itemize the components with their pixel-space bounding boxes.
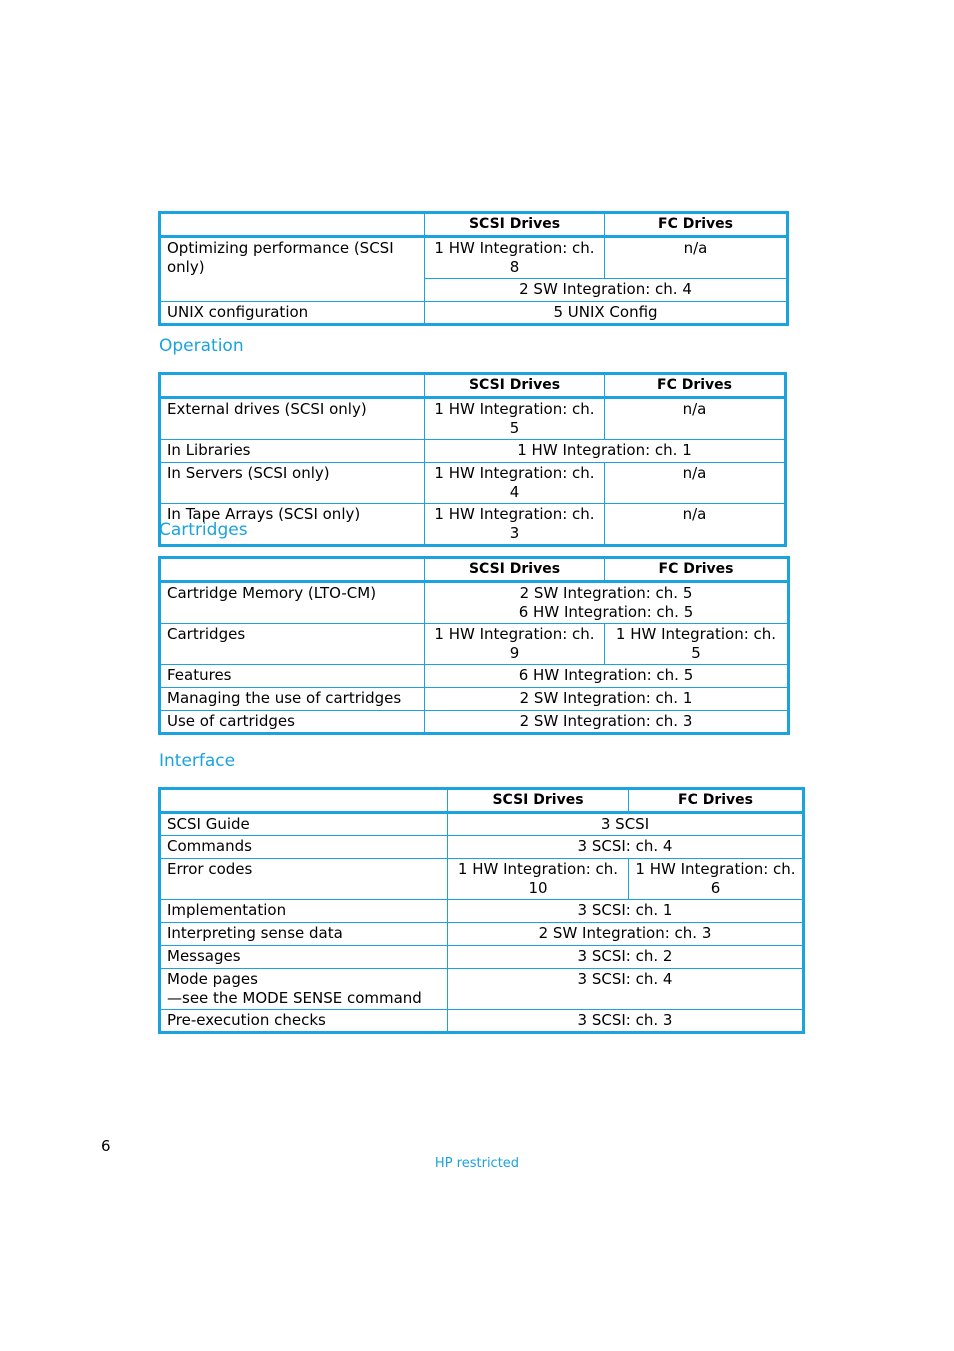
section-title-operation: Operation — [159, 336, 244, 356]
topic-line: Mode pages — [167, 970, 258, 988]
table-row — [160, 946, 804, 969]
topic-cell: Optimizing performance (SCSI only) — [160, 237, 425, 302]
topic-cell: Cartridge Memory (LTO-CM) — [160, 582, 425, 624]
scsi-cell: 1 HW Integration: ch. 5 — [425, 398, 605, 440]
topic-cell: UNIX configuration — [160, 302, 425, 325]
topic-cell: Commands — [160, 836, 448, 859]
table-row — [160, 1010, 804, 1033]
fc-cell: n/a — [605, 237, 788, 279]
scsi-cell — [448, 859, 629, 900]
shared-cell: 2 SW Integration: ch. 3 — [425, 711, 789, 734]
shared-cell: 1 HW Integration: ch. 1 — [425, 440, 786, 463]
topic-cell: In Libraries — [160, 440, 425, 463]
table-row — [160, 923, 804, 946]
table-row — [160, 398, 786, 440]
scsi-line: 1 HW Integration: ch. — [457, 860, 619, 878]
fc-line: 6 — [710, 879, 721, 897]
header-scsi: SCSI Drives — [425, 374, 605, 398]
shared-cell: 3 SCSI: ch. 1 — [448, 900, 804, 923]
table-header-row — [160, 213, 788, 237]
table-row — [160, 463, 786, 504]
shared-cell: 2 SW Integration: ch. 1 — [425, 688, 789, 711]
fc-cell: n/a — [605, 398, 786, 440]
topic-cell: Managing the use of cartridges — [160, 688, 425, 711]
shared-cell: 2 SW Integration: ch. 4 — [425, 279, 788, 302]
shared-line: 2 SW Integration: ch. 5 — [519, 584, 693, 602]
scsi-line: 10 — [528, 879, 548, 897]
topic-cell: Features — [160, 665, 425, 688]
shared-cell: 3 SCSI: ch. 4 — [448, 969, 804, 1010]
table-row — [160, 900, 804, 923]
table-row — [160, 302, 788, 325]
topic-cell: Pre-execution checks — [160, 1010, 448, 1033]
header-scsi: SCSI Drives — [425, 558, 605, 582]
table-row — [160, 836, 804, 859]
shared-cell: 2 SW Integration: ch. 3 — [448, 923, 804, 946]
fc-cell — [629, 859, 804, 900]
table-row — [160, 624, 789, 665]
scsi-cell: 1 HW Integration: ch. 9 — [425, 624, 605, 665]
scsi-cell: 1 HW Integration: ch. 4 — [425, 463, 605, 504]
fc-cell: 1 HW Integration: ch. 5 — [605, 624, 789, 665]
topic-cell: SCSI Guide — [160, 813, 448, 836]
shared-cell — [425, 582, 789, 624]
topic-cell: Error codes — [160, 859, 448, 900]
topic-cell: Interpreting sense data — [160, 923, 448, 946]
shared-line: 6 HW Integration: ch. 5 — [518, 603, 694, 621]
table-header-row — [160, 374, 786, 398]
topic-cell: Messages — [160, 946, 448, 969]
header-fc: FC Drives — [605, 213, 788, 237]
topic-cell: External drives (SCSI only) — [160, 398, 425, 440]
table-row — [160, 237, 788, 279]
table-row — [160, 711, 789, 734]
fc-cell: n/a — [605, 504, 786, 546]
section-title-cartridges: Cartridges — [159, 520, 248, 540]
shared-cell: 6 HW Integration: ch. 5 — [425, 665, 789, 688]
header-fc: FC Drives — [605, 558, 789, 582]
shared-cell: 5 UNIX Config — [425, 302, 788, 325]
table-row — [160, 859, 804, 900]
shared-cell: 3 SCSI: ch. 2 — [448, 946, 804, 969]
table-interface — [158, 787, 805, 1034]
topic-cell: Cartridges — [160, 624, 425, 665]
fc-cell: n/a — [605, 463, 786, 504]
header-scsi: SCSI Drives — [448, 789, 629, 813]
shared-cell: 3 SCSI: ch. 4 — [448, 836, 804, 859]
header-scsi: SCSI Drives — [425, 213, 605, 237]
table-operation — [158, 372, 787, 547]
scsi-cell: 1 HW Integration: ch. 3 — [425, 504, 605, 546]
shared-cell: 3 SCSI — [448, 813, 804, 836]
header-fc: FC Drives — [629, 789, 804, 813]
shared-cell: 3 SCSI: ch. 3 — [448, 1010, 804, 1033]
table-header-row — [160, 558, 789, 582]
table-row — [160, 665, 789, 688]
header-topic — [160, 213, 425, 237]
table-row — [160, 582, 789, 624]
table-row — [160, 440, 786, 463]
header-topic — [160, 558, 425, 582]
table-cartridges — [158, 556, 790, 735]
topic-line: —see the MODE SENSE command — [167, 989, 422, 1007]
fc-line: 1 HW Integration: ch. — [635, 860, 796, 878]
footer-note: HP restricted — [434, 1156, 520, 1171]
table-row — [160, 969, 804, 1010]
topic-cell: In Tape Arrays (SCSI only) — [160, 504, 425, 546]
table-configuration — [158, 211, 789, 326]
table-row — [160, 688, 789, 711]
header-fc: FC Drives — [605, 374, 786, 398]
table-row — [160, 813, 804, 836]
scsi-cell: 1 HW Integration: ch. 8 — [425, 237, 605, 279]
topic-cell: Implementation — [160, 900, 448, 923]
topic-cell: In Servers (SCSI only) — [160, 463, 425, 504]
header-topic — [160, 789, 448, 813]
page-number: 6 — [101, 1137, 111, 1155]
topic-cell — [160, 969, 448, 1010]
table-header-row — [160, 789, 804, 813]
topic-cell: Use of cartridges — [160, 711, 425, 734]
header-topic — [160, 374, 425, 398]
table-row — [160, 504, 786, 546]
section-title-interface: Interface — [159, 751, 236, 771]
